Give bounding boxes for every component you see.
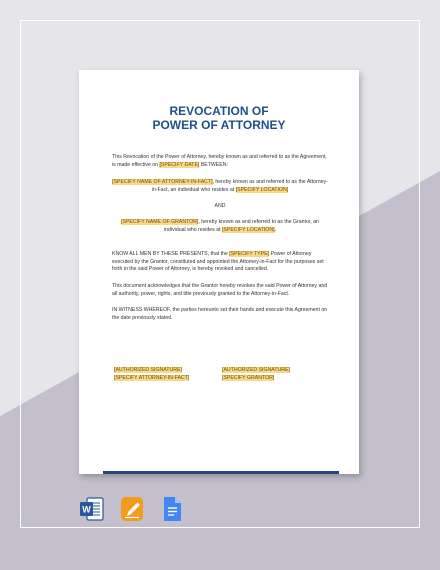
intro-text-end: BETWEEN: xyxy=(199,161,228,168)
and-separator: AND xyxy=(214,203,226,209)
placeholder-attorney-location: [SPECIFY LOCATION] xyxy=(235,186,289,193)
presents-text: KNOW ALL MEN BY THESE PRESENTS, that the xyxy=(112,251,230,257)
placeholder-signature-right: [AUTHORIZED SIGNATURE] xyxy=(222,367,290,373)
pages-icon[interactable] xyxy=(119,495,145,523)
presents-text-end: Power of Attorney executed by the Grantor, constituted and appointed the Attorney-in-Fact for the purposes set forth in the said Power of Attorney, is hereby revoked and cancelled. xyxy=(112,251,324,273)
word-icon[interactable] xyxy=(79,495,105,523)
placeholder-attorney-name: [SPECIFY NAME OF ATTORNEY-IN-FACT] xyxy=(112,179,213,185)
grantor-text-end: . xyxy=(274,226,276,233)
grantor-paragraph xyxy=(112,219,328,234)
signature-block-attorney xyxy=(114,367,189,382)
google-docs-icon[interactable] xyxy=(159,495,185,523)
witness-paragraph: IN WITNESS WHEREOF, the parties hereunto set their hands and execute this Agreement on the date previously stated. xyxy=(112,307,328,321)
document-preview xyxy=(79,70,359,474)
document-footer-bar xyxy=(103,471,339,474)
intro-paragraph xyxy=(112,154,328,169)
placeholder-type: [SPECIFY TYPE] xyxy=(229,251,270,257)
placeholder-grantor-name: [SPECIFY NAME OF GRANTOR] xyxy=(121,219,199,225)
document-title xyxy=(79,104,359,132)
placeholder-signature-left: [AUTHORIZED SIGNATURE] xyxy=(114,367,182,373)
placeholder-grantor: [SPECIFY GRANTOR] xyxy=(222,374,275,381)
intro-text: This Revocation of the Power of Attorney, hereby known as and referred to as the Agreement, is made effective on xyxy=(112,154,327,168)
placeholder-attorney-in-fact: [SPECIFY ATTORNEY-IN-FACT] xyxy=(114,374,190,381)
placeholder-date: [SPECIFY DATE] xyxy=(159,161,200,168)
acknowledgement-paragraph: This document acknowledges that the Grantor hereby revokes the said Power of Attorney and all authority, power, rights, and title previously granted to the Attorney-in-Fact. xyxy=(112,283,328,297)
presents-paragraph xyxy=(112,251,328,274)
title-line-2: POWER OF ATTORNEY xyxy=(152,118,286,132)
svg-text:W: W xyxy=(82,504,91,515)
signature-block-grantor xyxy=(222,367,290,382)
attorney-text: , hereby known as and referred to as the Attorney-in-Fact, an individual who resides at xyxy=(151,179,328,193)
attorney-paragraph xyxy=(112,179,328,194)
placeholder-grantor-location: [SPECIFY LOCATION] xyxy=(221,226,275,233)
grantor-text: , hereby known as and referred to as the Grantor, an individual who resides at xyxy=(164,219,319,233)
title-line-1: REVOCATION OF xyxy=(169,104,269,118)
